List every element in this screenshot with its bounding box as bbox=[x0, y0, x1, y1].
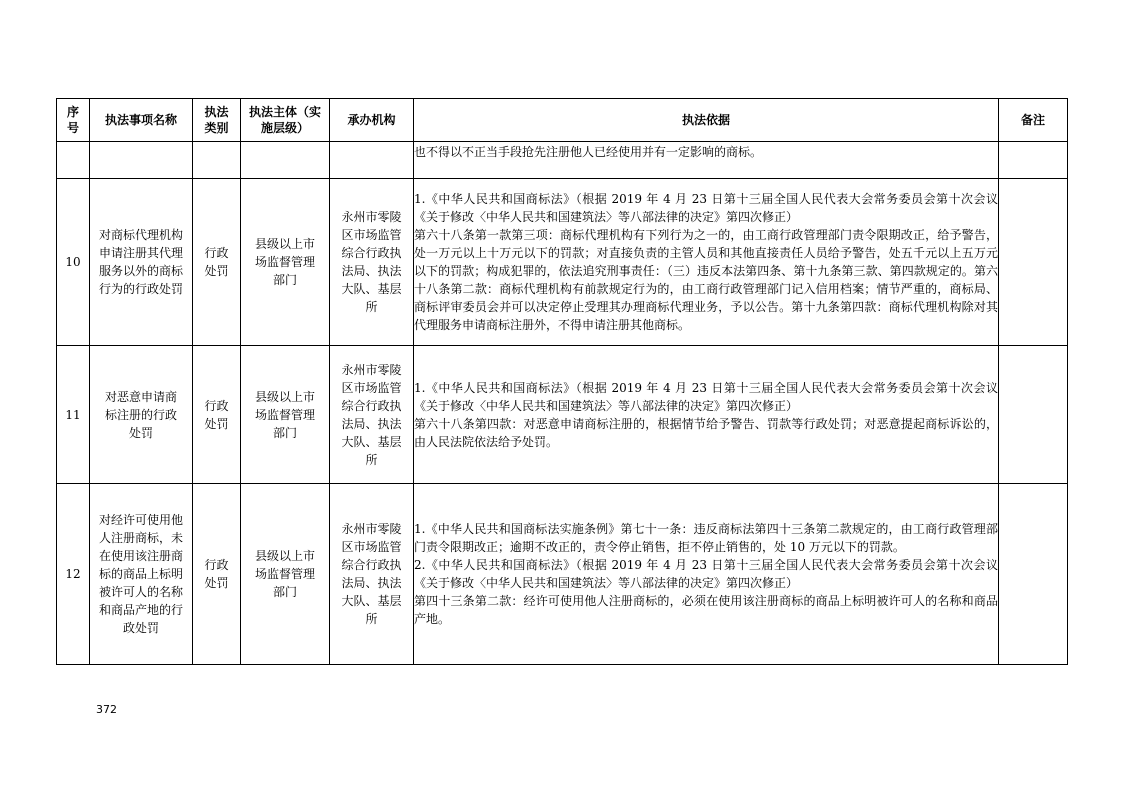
row-category: 行政处罚 bbox=[193, 484, 241, 665]
enforcement-table bbox=[56, 98, 1068, 665]
table-row bbox=[57, 484, 1068, 665]
row-category: 行政处罚 bbox=[193, 179, 241, 346]
continuation-text: 也不得以不正当手段抢先注册他人已经使用并有一定影响的商标。 bbox=[414, 142, 999, 179]
row-item: 对恶意申请商标注册的行政处罚 bbox=[90, 346, 193, 484]
header-basis: 执法依据 bbox=[414, 99, 999, 142]
header-seq: 序号 bbox=[57, 99, 90, 142]
row-seq: 11 bbox=[57, 346, 90, 484]
header-subject: 执法主体（实施层级） bbox=[241, 99, 330, 142]
row-basis: 1.《中华人民共和国商标法》（根据 2019 年 4 月 23 日第十三届全国人民代表大会常务委员会第十次会议《关于修改〈中华人民共和国建筑法〉等八部法律的决定》第四次修正） 第六十八条第一款第三项：商标代理机构有下列行为之一的，由工商行政管理部门责令限期改正，给予警告，处一万元以上十万元以下的罚款；对直接负责的主管人员和其他直接责任人员给予警告，处五千元以上五万元以下的罚款；构成犯罪的，依法追究刑事责任：（三）违反本法第四条、第十九条第三款、第四款规定的。第六十八条第二款：商标代理机构有前款规定行为的，由工商行政管理部门记入信用档案；情节严重的，商标局、商标评审委员会并可以决定停止受理其办理商标代理业务，予以公告。第十九条第四款：商标代理机构除对其代理服务申请商标注册外，不得申请注册其他商标。 bbox=[414, 179, 999, 346]
continuation-row bbox=[57, 142, 1068, 179]
page-number: 372 bbox=[96, 703, 117, 716]
row-basis: 1.《中华人民共和国商标法实施条例》第七十一条：违反商标法第四十三条第二款规定的，由工商行政管理部门责令限期改正；逾期不改正的，责令停止销售，拒不停止销售的，处 10 万元以下的罚款。 2.《中华人民共和国商标法》（根据 2019 年 4 月 23 日第十三届全国人民代表大会常务委员会第十次会议《关于修改〈中华人民共和国建筑法〉等八部法律的决定》第四次修正） 第四十三条第二款：经许可使用他人注册商标的，必须在使用该注册商标的商品上标明被许可人的名称和商品产地。 bbox=[414, 484, 999, 665]
header-category: 执法类别 bbox=[193, 99, 241, 142]
table-row bbox=[57, 346, 1068, 484]
row-item: 对商标代理机构申请注册其代理服务以外的商标行为的行政处罚 bbox=[90, 179, 193, 346]
table-row bbox=[57, 179, 1068, 346]
header-remark: 备注 bbox=[999, 99, 1068, 142]
row-remark bbox=[999, 484, 1068, 665]
row-subject: 县级以上市场监督管理部门 bbox=[241, 179, 330, 346]
row-agency: 永州市零陵区市场监管综合行政执法局、执法大队、基层所 bbox=[330, 179, 414, 346]
header-row bbox=[57, 99, 1068, 142]
row-subject: 县级以上市场监督管理部门 bbox=[241, 484, 330, 665]
header-agency: 承办机构 bbox=[330, 99, 414, 142]
row-subject: 县级以上市场监督管理部门 bbox=[241, 346, 330, 484]
header-item: 执法事项名称 bbox=[90, 99, 193, 142]
row-remark bbox=[999, 179, 1068, 346]
row-seq: 12 bbox=[57, 484, 90, 665]
row-category: 行政处罚 bbox=[193, 346, 241, 484]
row-remark bbox=[999, 346, 1068, 484]
row-seq: 10 bbox=[57, 179, 90, 346]
row-item: 对经许可使用他人注册商标，未在使用该注册商标的商品上标明被许可人的名称和商品产地的行政处罚 bbox=[90, 484, 193, 665]
row-basis: 1.《中华人民共和国商标法》（根据 2019 年 4 月 23 日第十三届全国人民代表大会常务委员会第十次会议《关于修改〈中华人民共和国建筑法〉等八部法律的决定》第四次修正） 第六十八条第四款：对恶意申请商标注册的，根据情节给予警告、罚款等行政处罚；对恶意提起商标诉讼的，由人民法院依法给予处罚。 bbox=[414, 346, 999, 484]
row-agency: 永州市零陵区市场监管综合行政执法局、执法大队、基层所 bbox=[330, 346, 414, 484]
row-agency: 永州市零陵区市场监管综合行政执法局、执法大队、基层所 bbox=[330, 484, 414, 665]
